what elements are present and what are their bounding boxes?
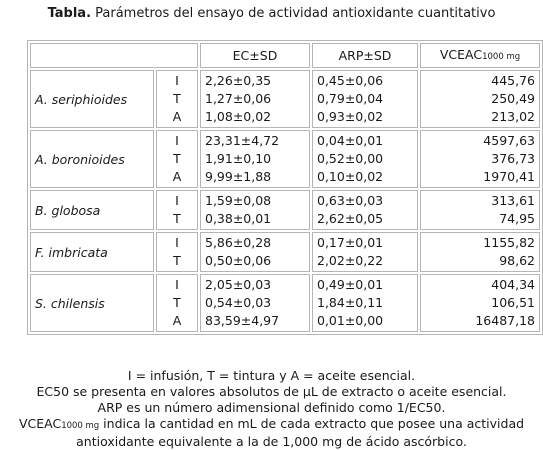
- table-notes: [0, 368, 543, 450]
- ec-value: 0,38±0,01: [205, 211, 272, 226]
- ec-cell: [200, 70, 310, 128]
- preparation-type-value: I: [175, 277, 179, 292]
- header-vceac-sub: 1000 mg: [482, 51, 521, 62]
- vceac-cell: [420, 190, 540, 230]
- preparation-type-value: A: [172, 109, 182, 124]
- arp-value: 0,52±0,00: [317, 151, 384, 166]
- caption-text: Parámetros del ensayo de actividad antioxidante cuantitativo: [91, 6, 496, 21]
- arp-value: 0,04±0,01: [317, 133, 384, 148]
- ec-value: 83,59±4,97: [205, 313, 280, 328]
- preparation-type-cell: [156, 274, 198, 332]
- arp-cell: [312, 70, 418, 128]
- vceac-value: 376,73: [491, 151, 535, 166]
- species-cell: A. seriphioides: [30, 70, 154, 128]
- vceac-value: 1155,82: [483, 235, 535, 250]
- preparation-type-value: T: [173, 91, 181, 106]
- preparation-type-value: T: [173, 295, 181, 310]
- vceac-cell: [420, 70, 540, 128]
- header-vceac: [420, 43, 540, 68]
- note-vceac-main: VCEAC: [18, 416, 62, 431]
- vceac-value: 106,51: [491, 295, 535, 310]
- arp-value: 0,01±0,00: [317, 313, 384, 328]
- ec-cell: [200, 130, 310, 188]
- vceac-value: 16487,18: [475, 313, 535, 328]
- ec-value: 1,91±0,10: [205, 151, 272, 166]
- vceac-value: 1970,41: [483, 169, 535, 184]
- note-line-3: ARP es un número adimensional definido como 1/EC50.: [97, 400, 446, 415]
- arp-cell: [312, 130, 418, 188]
- header-arp: ARP±SD: [312, 43, 418, 68]
- preparation-type-value: I: [175, 133, 179, 148]
- table-row: [30, 70, 540, 128]
- vceac-cell: [420, 274, 540, 332]
- note-line-5: antioxidante equivalente a la de 1,000 mg de ácido ascórbico.: [76, 434, 467, 449]
- table-row: [30, 190, 540, 230]
- vceac-value: 404,34: [491, 277, 535, 292]
- ec-value: 1,27±0,06: [205, 91, 272, 106]
- note-line-1: I = infusión, T = tintura y A = aceite esencial.: [127, 368, 416, 383]
- preparation-type-value: T: [173, 253, 181, 268]
- preparation-type-value: I: [175, 73, 179, 88]
- vceac-value: 250,49: [491, 91, 535, 106]
- arp-value: 2,02±0,22: [317, 253, 384, 268]
- vceac-cell: [420, 130, 540, 188]
- table-row: [30, 232, 540, 272]
- species-cell: A. boronioides: [30, 130, 154, 188]
- ec-value: 1,59±0,08: [205, 193, 272, 208]
- vceac-value: 445,76: [491, 73, 535, 88]
- preparation-type-cell: [156, 70, 198, 128]
- ec-value: 2,05±0,03: [205, 277, 272, 292]
- arp-value: 0,10±0,02: [317, 169, 384, 184]
- vceac-value: 74,95: [499, 211, 535, 226]
- arp-value: 0,93±0,02: [317, 109, 384, 124]
- species-cell: S. chilensis: [30, 274, 154, 332]
- preparation-type-value: T: [173, 211, 181, 226]
- ec-value: 2,26±0,35: [205, 73, 272, 88]
- header-ec: EC±SD: [200, 43, 310, 68]
- arp-value: 2,62±0,05: [317, 211, 384, 226]
- arp-value: 1,84±0,11: [317, 295, 384, 310]
- preparation-type-cell: [156, 190, 198, 230]
- arp-cell: [312, 190, 418, 230]
- arp-value: 0,45±0,06: [317, 73, 384, 88]
- preparation-type-value: T: [173, 151, 181, 166]
- table-row: [30, 274, 540, 332]
- table-caption: [0, 6, 543, 21]
- species-cell: B. globosa: [30, 190, 154, 230]
- parameters-table: [27, 40, 543, 335]
- arp-value: 0,63±0,03: [317, 193, 384, 208]
- ec-value: 1,08±0,02: [205, 109, 272, 124]
- species-cell: F. imbricata: [30, 232, 154, 272]
- arp-value: 0,79±0,04: [317, 91, 384, 106]
- preparation-type-value: I: [175, 235, 179, 250]
- header-vceac-main: VCEAC: [439, 46, 483, 62]
- vceac-value: 98,62: [499, 253, 535, 268]
- note-line-2: EC50 se presenta en valores absolutos de µL de extracto o aceite esencial.: [36, 384, 507, 399]
- ec-cell: [200, 190, 310, 230]
- ec-value: 0,54±0,03: [205, 295, 272, 310]
- ec-value: 5,86±0,28: [205, 235, 272, 250]
- arp-cell: [312, 232, 418, 272]
- vceac-value: 4597,63: [483, 133, 535, 148]
- note-line-4-rest: indica la cantidad en mL de cada extracto que posee una actividad: [99, 416, 525, 431]
- caption-label: Tabla.: [47, 6, 92, 21]
- arp-value: 0,17±0,01: [317, 235, 384, 250]
- header-corner-cell: [30, 43, 198, 68]
- ec-value: 0,50±0,06: [205, 253, 272, 268]
- ec-value: 23,31±4,72: [205, 133, 280, 148]
- table-row: [30, 130, 540, 188]
- preparation-type-value: I: [175, 193, 179, 208]
- vceac-value: 313,61: [491, 193, 535, 208]
- preparation-type-cell: [156, 130, 198, 188]
- ec-cell: [200, 232, 310, 272]
- note-line-4: [0, 416, 543, 434]
- vceac-cell: [420, 232, 540, 272]
- ec-cell: [200, 274, 310, 332]
- preparation-type-value: A: [172, 313, 182, 328]
- header-row: [30, 43, 540, 68]
- preparation-type-value: A: [172, 169, 182, 184]
- preparation-type-cell: [156, 232, 198, 272]
- arp-value: 0,49±0,01: [317, 277, 384, 292]
- arp-cell: [312, 274, 418, 332]
- note-vceac-sub: 1000 mg: [61, 421, 100, 431]
- ec-value: 9,99±1,88: [205, 169, 272, 184]
- vceac-value: 213,02: [491, 109, 535, 124]
